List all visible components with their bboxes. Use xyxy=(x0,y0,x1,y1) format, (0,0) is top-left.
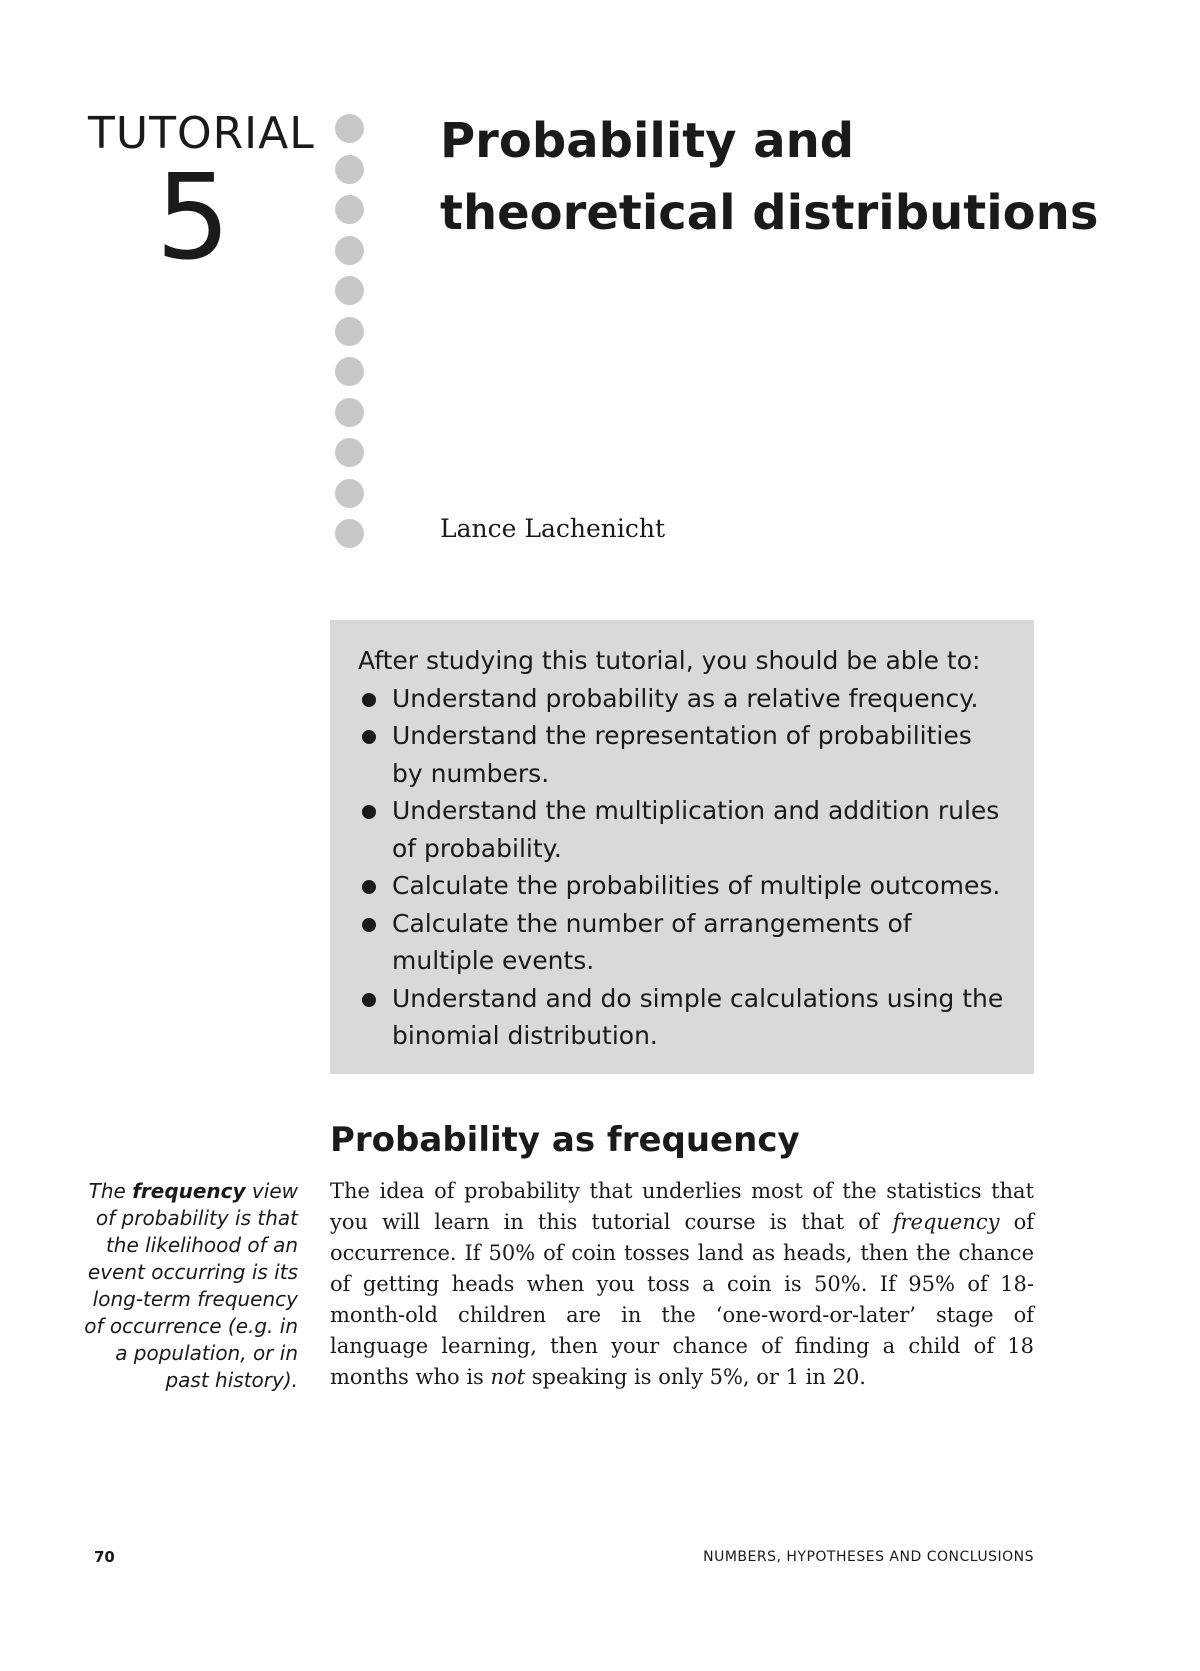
objective-item: Understand the multiplication and addition rules of probability. xyxy=(358,792,1006,867)
objectives-intro: After studying this tutorial, you should be able to: xyxy=(358,646,981,675)
chapter-title xyxy=(440,105,1100,249)
tutorial-label: TUTORIAL xyxy=(88,108,315,159)
margin-note-text: The xyxy=(88,1179,133,1203)
chapter-title-line: Probability and xyxy=(440,113,855,169)
dot xyxy=(335,519,364,548)
dot xyxy=(335,479,364,508)
learning-objectives-box xyxy=(330,620,1034,1074)
paragraph-text: speaking is only 5%, or 1 in 20. xyxy=(525,1365,866,1389)
dot xyxy=(335,155,364,184)
objective-item: Calculate the probabilities of multiple outcomes. xyxy=(358,867,1006,905)
margin-note xyxy=(80,1178,298,1394)
objectives-list xyxy=(358,680,1006,1055)
section-heading: Probability as frequency xyxy=(330,1120,800,1160)
objective-item: Understand the representation of probabilities by numbers. xyxy=(358,717,1006,792)
paragraph-text: The idea of probability that underlies most of the statistics that you will learn in this tutorial course is that of xyxy=(330,1179,1034,1234)
dot xyxy=(335,398,364,427)
dot xyxy=(335,357,364,386)
decorative-dot-column xyxy=(335,114,367,560)
tutorial-number: 5 xyxy=(155,148,231,286)
paragraph-emphasis: frequency xyxy=(892,1210,1000,1234)
dot xyxy=(335,438,364,467)
chapter-title-line: theoretical distributions xyxy=(440,185,1099,241)
dot xyxy=(335,236,364,265)
page-number: 70 xyxy=(94,1548,115,1566)
paragraph-emphasis: not xyxy=(490,1365,526,1389)
objective-item: Understand probability as a relative frequency. xyxy=(358,680,1006,718)
dot xyxy=(335,195,364,224)
running-title: NUMBERS, HYPOTHESES AND CONCLUSIONS xyxy=(703,1549,1034,1565)
objective-item: Understand and do simple calculations using the binomial distribution. xyxy=(358,980,1006,1055)
dot xyxy=(335,317,364,346)
body-paragraph xyxy=(330,1176,1034,1393)
dot xyxy=(335,114,364,143)
objective-item: Calculate the number of arrangements of multiple events. xyxy=(358,905,1006,980)
dot xyxy=(335,276,364,305)
margin-note-text: view of probability is that the likelihood of an event occurring is its long-term frequency of occurrence (e.g. in a population, or in past history). xyxy=(84,1179,298,1392)
paragraph-text: of occurrence. If 50% of coin tosses land as heads, then the chance of getting heads when you toss a coin is 50%. If 95% of 18-month-old children are in the ‘one-word-or-later’ stage of language learning, then your chance of finding a child of 18 months who is xyxy=(330,1210,1034,1389)
margin-note-term: frequency xyxy=(132,1179,246,1203)
author-name: Lance Lachenicht xyxy=(440,514,665,543)
